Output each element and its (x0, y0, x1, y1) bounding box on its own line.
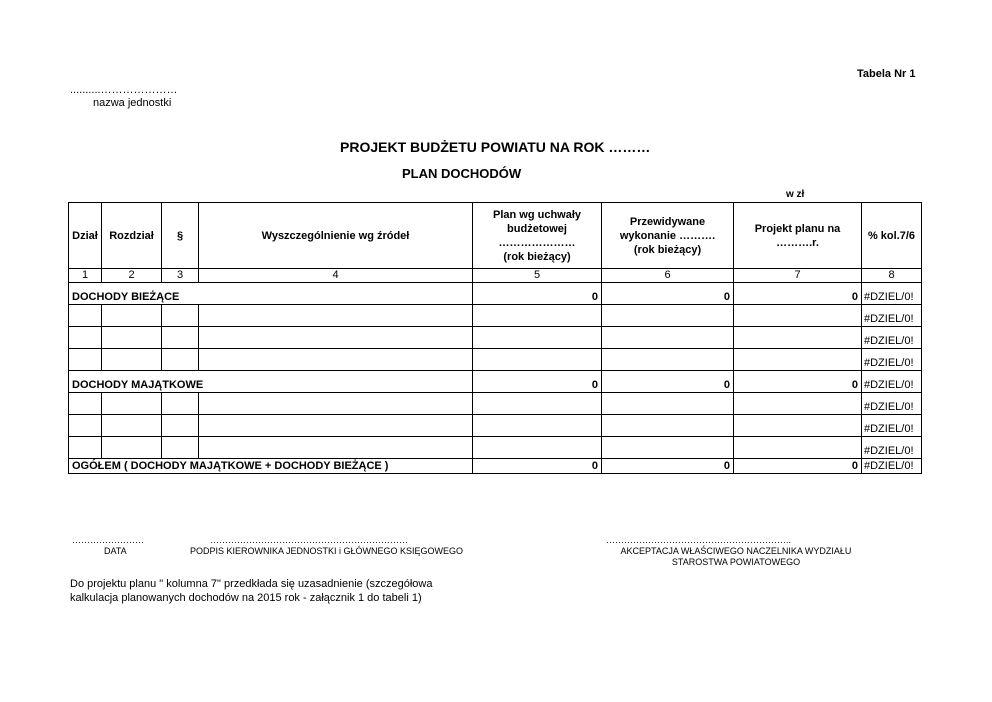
col-number: 4 (199, 269, 473, 283)
header-percent: % kol.7/6 (862, 203, 922, 269)
capital-income-row (69, 371, 922, 393)
header-plan-line3: (rok bieżący) (503, 250, 571, 263)
accept-label-line1: AKCEPTACJA WŁAŚCIWEGO NACZELNIKA WYDZIAŁU (620, 546, 852, 556)
col-number: 5 (473, 269, 602, 283)
current-percent-value: #DZIEL/0! (862, 283, 922, 305)
header-plan (473, 203, 602, 269)
accept-dots: …………………………………………………….. (606, 535, 792, 545)
head-signature-label: PODPIS KIEROWNIKA JEDNOSTKI i GŁÓWNEGO KSIĘGOWEGO (190, 546, 464, 556)
header-paragraph: § (162, 203, 199, 269)
header-plan-line2: ………………… (498, 236, 576, 249)
footnote (70, 577, 432, 605)
capital-plan-value: 0 (473, 371, 602, 393)
col-number: 1 (69, 269, 102, 283)
header-row (69, 203, 922, 269)
percent-value: #DZIEL/0! (862, 437, 922, 459)
col-number: 8 (862, 269, 922, 283)
capital-percent-value: #DZIEL/0! (862, 371, 922, 393)
page-subtitle: PLAN DOCHODÓW (402, 166, 522, 181)
header-expected (602, 203, 734, 269)
header-plan-line1: Plan wg uchwały budżetowej (492, 208, 582, 235)
income-plan-table (68, 202, 922, 474)
col-number: 2 (102, 269, 162, 283)
footnote-line2: kalkulacja planowanych dochodów na 2015 rok - załącznik 1 do tabeli 1) (70, 592, 422, 604)
total-label: OGÓŁEM ( DOCHODY MAJĄTKOWE + DOCHODY BIEŻĄCE ) (69, 459, 473, 474)
current-income-label: DOCHODY BIEŻĄCE (69, 283, 473, 305)
header-expected-line1: Przewidywane wykonanie ………. (619, 215, 716, 242)
percent-value: #DZIEL/0! (862, 305, 922, 327)
percent-value: #DZIEL/0! (862, 327, 922, 349)
table-row (69, 349, 922, 371)
percent-value: #DZIEL/0! (862, 415, 922, 437)
currency-label: w zł (786, 189, 805, 200)
col-number: 7 (734, 269, 862, 283)
header-rozdzial: Rozdział (102, 203, 162, 269)
table-number: Tabela Nr 1 (857, 68, 916, 80)
accept-label-line2: STAROSTWA POWIATOWEGO (671, 557, 801, 567)
percent-value: #DZIEL/0! (862, 393, 922, 415)
header-project: Projekt planu na ……….r. (734, 203, 862, 269)
current-expected-value: 0 (602, 283, 734, 305)
page-title: PROJEKT BUDŻETU POWIATU NA ROK ……… (340, 139, 651, 155)
total-plan-value: 0 (473, 459, 602, 474)
total-project-value: 0 (734, 459, 862, 474)
capital-project-value: 0 (734, 371, 862, 393)
header-description: Wyszczególnienie wg źródeł (199, 203, 473, 269)
table-row (69, 415, 922, 437)
total-row (69, 459, 922, 474)
percent-value: #DZIEL/0! (862, 349, 922, 371)
column-number-row (69, 269, 922, 283)
header-dzial: Dział (69, 203, 102, 269)
table-row (69, 393, 922, 415)
col-number: 6 (602, 269, 734, 283)
unit-name-dots: ..........………………… (70, 84, 178, 96)
footnote-line1: Do projektu planu " kolumna 7" przedkłada się uzasadnienie (szczegółowa (70, 578, 433, 590)
current-project-value: 0 (734, 283, 862, 305)
unit-name-label: nazwa jednostki (93, 97, 172, 109)
total-percent-value: #DZIEL/0! (862, 459, 922, 474)
current-plan-value: 0 (473, 283, 602, 305)
table-row (69, 437, 922, 459)
table-row (69, 327, 922, 349)
capital-expected-value: 0 (602, 371, 734, 393)
date-label: DATA (104, 546, 127, 556)
current-income-row (69, 283, 922, 305)
capital-income-label: DOCHODY MAJĄTKOWE (69, 371, 473, 393)
table-row (69, 305, 922, 327)
header-expected-line2: (rok bieżący) (633, 243, 702, 256)
accept-label (606, 546, 866, 568)
head-signature-dots: ………………………………………………………… (210, 535, 408, 545)
total-expected-value: 0 (602, 459, 734, 474)
date-dots: …………………… (72, 535, 144, 545)
col-number: 3 (162, 269, 199, 283)
